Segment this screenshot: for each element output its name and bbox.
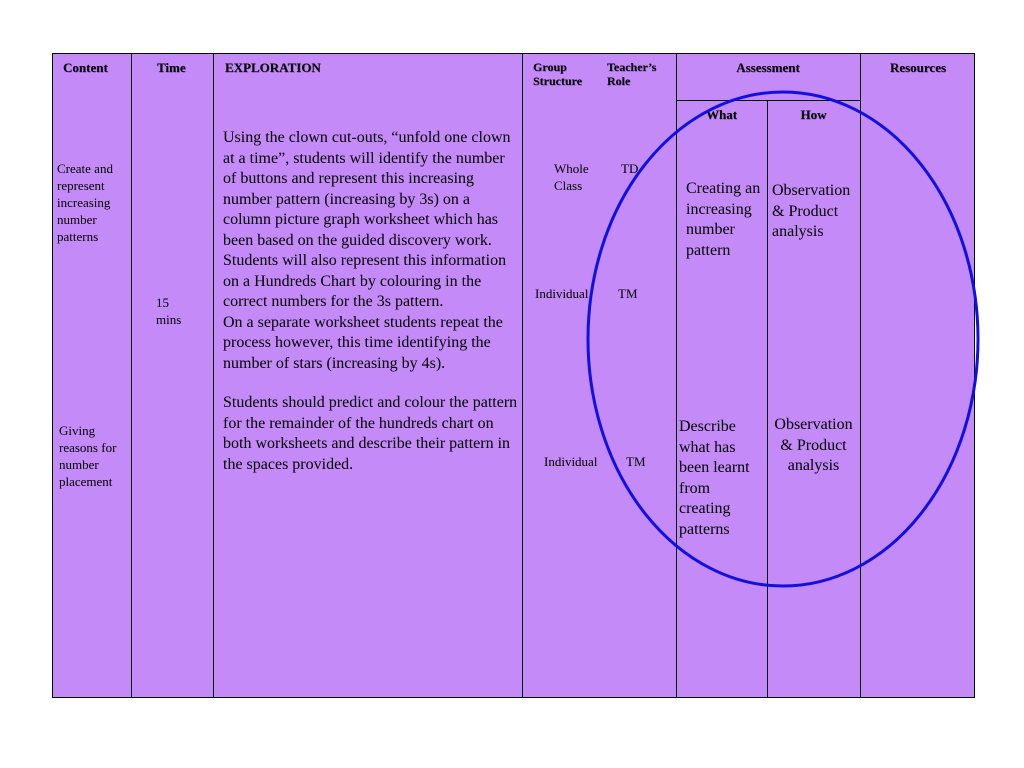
header-time: Time: [157, 60, 186, 75]
assessment-how: Observation & Product analysis: [772, 182, 851, 240]
header-teachers-role: Teacher’s Role: [607, 60, 657, 88]
time-value: 15 mins: [156, 295, 182, 327]
assessment-how: Observation & Product analysis: [774, 416, 853, 474]
header-how: How: [800, 107, 827, 122]
group-structure: Individual: [535, 286, 589, 301]
group-structure: Individual: [544, 454, 598, 469]
teacher-role: TM: [618, 286, 638, 301]
group-structure: Whole Class: [554, 161, 589, 193]
assessment-what: Creating an increasing number pattern: [686, 180, 761, 259]
exploration-paragraph: Students should predict and colour the pattern for the remainder of the hundreds chart on both worksheets and describe their pattern in the spaces provided.: [223, 394, 518, 473]
header-resources: Resources: [889, 60, 947, 75]
content-item: Giving reasons for number placement: [59, 423, 117, 489]
assessment-what: Describe what has been learnt from creating patterns: [679, 418, 750, 538]
exploration-paragraph: On a separate worksheet students repeat the process however, this time identifying the number of stars (increasing by 4s).: [223, 313, 503, 372]
header-exploration: EXPLORATION: [225, 60, 321, 75]
teacher-role: TM: [626, 454, 646, 469]
header-assessment: Assessment: [736, 60, 800, 75]
header-content: Content: [63, 60, 108, 75]
exploration-paragraph: Using the clown cut-outs, “unfold one clown at a time”, students will identify the number of buttons and represent this increasing number pattern (increasing by 3s) on a column picture graph worksheet which has been based on the guided discovery work. Students will also represent this information on a Hundreds Chart by colouring in the correct numbers for the 3s pattern.: [223, 129, 511, 310]
highlight-circle: [588, 92, 978, 586]
content-item: Create and represent increasing number patterns: [57, 161, 113, 244]
header-what: What: [705, 107, 738, 122]
teacher-role: TD: [621, 161, 639, 176]
header-group-structure: Group Structure: [533, 60, 583, 88]
